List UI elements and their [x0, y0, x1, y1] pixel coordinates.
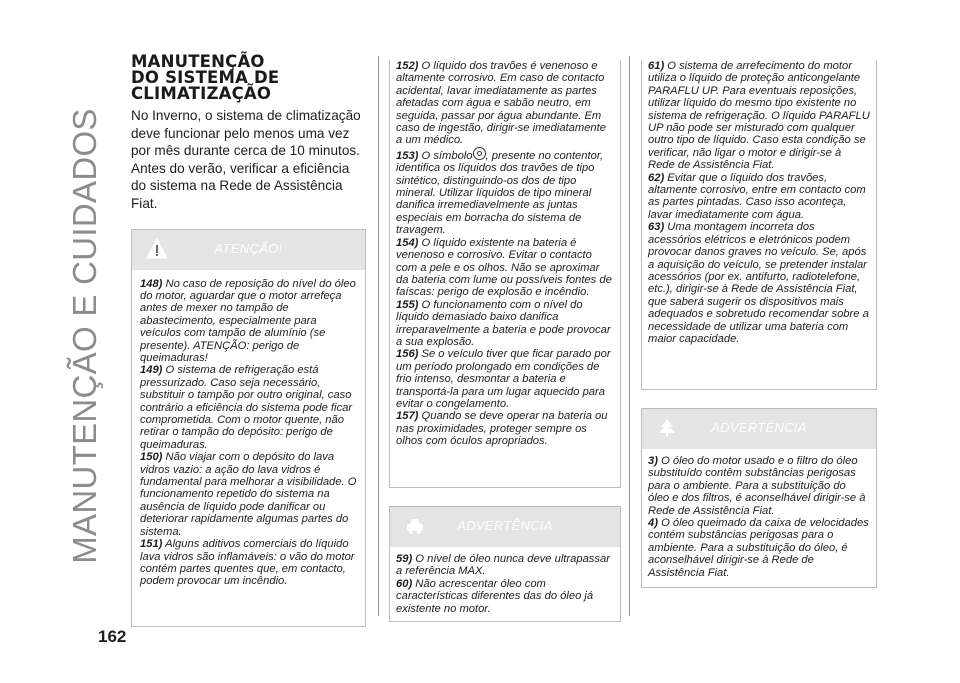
section-heading: MANUTENÇÃO DO SISTEMA DE CLIMATIZAÇÃO	[131, 52, 280, 103]
brake-fluid-symbol-icon	[473, 147, 486, 160]
attention-body	[132, 270, 365, 596]
attention-item: 154) O líquido existente na bateria é venenoso e corrosivo. Evitar o contacto com a pele e os olhos. Não se aproximar da bateria com lume ou possíveis fontes de faíscas: perigo de explosão e incêndio.	[396, 236, 612, 299]
advertencia-box	[389, 506, 621, 622]
advertencia-header	[642, 409, 876, 449]
advertencia-box	[641, 408, 877, 588]
attention-item: 151) Alguns aditivos comerciais do líquido lava vidros são inflamáveis: o vão do motor contém partes quentes que, em contacto, podem provocar um incêndio.	[140, 538, 355, 588]
side-title-text: MANUTENÇÃO E CUIDADOS	[66, 108, 103, 564]
attention-item: 61) O sistema de arrefecimento do motor utiliza o líquido de proteção anticongelante PARAFLU UP. Para eventuais reposições, utilizar líquido do mesmo tipo existente no sistema de refrigeração. O líquido PARAFLU UP não pode ser misturado com qualquer outro tipo de líquido. Caso esta condição se verificar, não ligar o motor e dirigir-se à Rede de Assistência Fiat.	[648, 60, 870, 172]
attention-item: 157) Quando se deve operar na bateria ou nas proximidades, proteger sempre os olhos com óculos apropriados.	[396, 410, 608, 448]
attention-continued-box	[389, 60, 621, 488]
advertencia-header	[390, 507, 620, 547]
attention-item: 150) Não viajar com o depósito do lava vidros vazio: a ação do lava vidros é fundamental para melhorar a visibilidade. O funcionamento repetido do sistema na ausência de líquido pode danificar ou deteriorar rapidamente algumas partes do sistema.	[140, 451, 357, 538]
column-2	[389, 60, 621, 622]
advertencia-item: 60) Não acrescentar óleo com características diferentes das do óleo já existente no motor.	[396, 577, 594, 615]
column-1	[131, 54, 366, 627]
advertencia-label: ADVERTÊNCIA	[711, 420, 807, 435]
attention-header	[132, 230, 365, 270]
column-divider	[629, 56, 630, 616]
attention-item: 153) O símbolo , presente no contentor, identifica os líquidos dos travões de tipo sintético, distinguindo-os dos de tipo mineral. Utilizar líquidos de tipo mineral danifica irremediavelmente as juntas especiais em borracha do sistema de travagem.	[396, 147, 614, 237]
attention-item: 152) O líquido dos travões é venenoso e altamente corrosivo. Em caso de contacto acidental, lavar imediatamente as partes afetadas com água e sabão neutro, em seguida, passar por água abundante. Em caso de ingestão, dirigir-se imediatamente a um médico.	[396, 60, 606, 147]
section-intro: No Inverno, o sistema de climatização deve funcionar pelo menos uma vez por mês durante cerca de 10 minutos. Antes do verão, verificar a eficiência do sistema na Rede de Assistência Fiat.	[131, 108, 361, 211]
page-number: 162	[98, 627, 127, 646]
advertencia-label: ADVERTÊNCIA	[457, 518, 553, 533]
attention-item: 149) O sistema de refrigeração está pressurizado. Caso seja necessário, substituir o tampão por outro original, caso contrário a eficiência do sistema pode ficar comprometida. Com o motor quente, não retirar o tampão do depósito: perigo de queimaduras.	[140, 364, 353, 451]
attention-box	[131, 229, 366, 627]
column-3	[641, 60, 877, 588]
attention-item: 63) Uma montagem incorreta dos acessórios elétricos e eletrónicos podem provocar danos graves no veículo. Se, após a aquisição do veículo, se pretender instalar acessórios (por ex. antifurto, radiotelefone, etc.), dirigir-se à Rede de Assistência Fiat, que saberá sugerir os dispositivos mais adequados e sobretudo recomendar sobre a necessidade de utilizar uma bateria com maior capacidade.	[648, 221, 869, 345]
attention-label: ATENÇÃO!	[214, 240, 283, 256]
attention-continued-box	[641, 60, 877, 390]
advertencia-body	[642, 449, 876, 585]
attention-item: 62) Evitar que o líquido dos travões, altamente corrosivo, entre em contacto com as partes pintadas. Caso isso aconteça, lavar imediatamente com água.	[648, 171, 866, 221]
advertencia-body	[390, 547, 620, 621]
attention-item: 148) No caso de reposição do nível do óleo do motor, aguardar que o motor arrefeça antes de mexer no tampão de abastecimento, especialmente para veículos com tampão de alumínio (se presente). ATENÇÃO: perigo de queimaduras!	[140, 277, 356, 364]
advertencia-item: 59) O nível de óleo nunca deve ultrapassar a referência MAX.	[396, 553, 610, 578]
column-divider	[378, 56, 379, 616]
advertencia-item: 3) O óleo do motor usado e o filtro do óleo substituído contêm substâncias perigosas para o ambiente. Para a substituição do óleo e dos filtros, é aconselhável dirigir-se à Rede de Assistência Fiat.	[648, 455, 866, 517]
attention-item: 155) O funcionamento com o nível do líquido demasiado baixo danifica irreparavelmente a bateria e pode provocar a sua explosão.	[396, 298, 611, 348]
advertencia-item: 4) O óleo queimado da caixa de velocidades contém substâncias perigosas para o ambiente. Para a substituição do óleo, é aconselhável dirigir-se à Rede de Assistência Fiat.	[648, 517, 869, 579]
attention-item: 156) Se o veículo tiver que ficar parado por um período prolongado em condições de frio intenso, desmontar a bateria e transportá-la para um lugar aquecido para evitar o congelamento.	[396, 348, 611, 410]
